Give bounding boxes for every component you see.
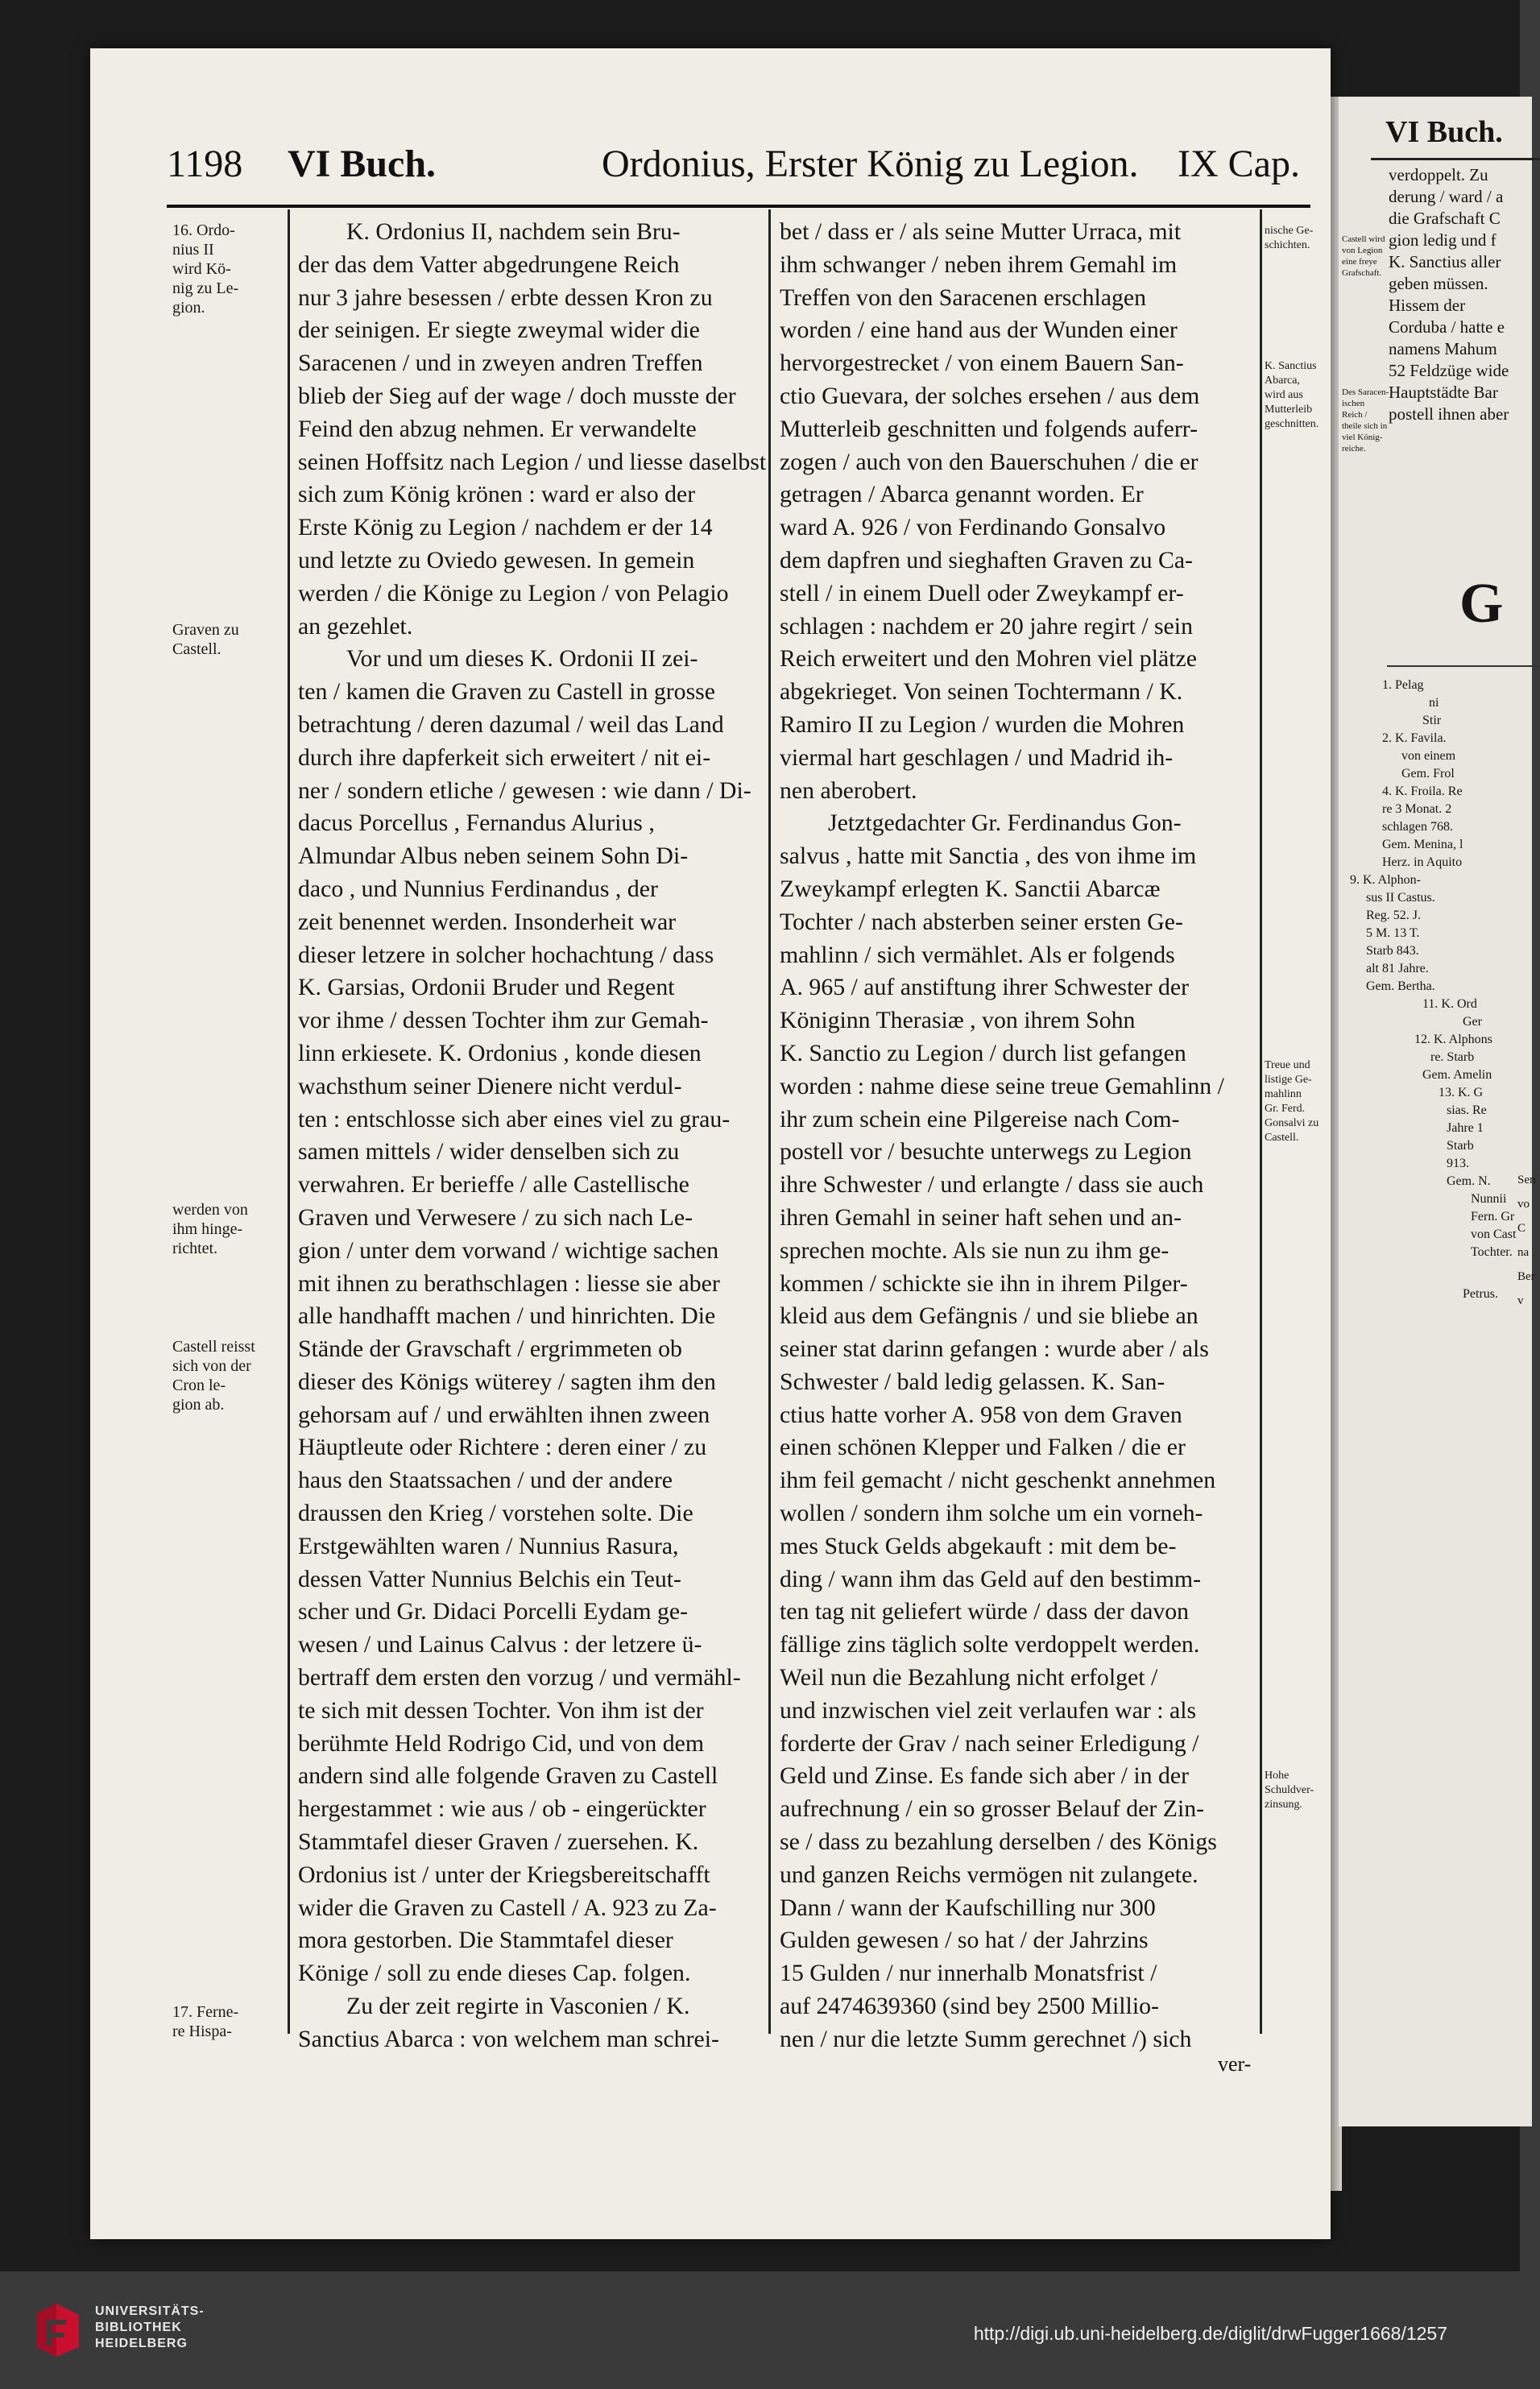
permalink-url[interactable]: http://digi.ub.uni-heidelberg.de/diglit/drwFugger1668/1257: [973, 2323, 1447, 2344]
running-title: Ordonius, Erster König zu Legion.: [602, 143, 1139, 185]
margin-note: nische Ge- schichten.: [1265, 225, 1314, 251]
page-header: [167, 135, 1310, 208]
scanned-page: [90, 48, 1331, 2239]
genealogy-rule: [1387, 665, 1540, 667]
next-page-margin-note: Des Saracen- ischen Reich / theile sich in viel König- reiche.: [1342, 387, 1389, 453]
text-column-left: K. Ordonius II, nachdem sein Bru- der das dem Vatter abgedrungene Reich nur 3 jahre besessen / erbte dessen Kron zu der seinigen. Er siegte zweymal wider die Saracenen / und in zweyen andren Treffen blieb der Sieg auf der wage / doch musste der Feind den abzug nehmen. Er verwandelte seinen Hoffsitz nach Legion / und liesse daselbst sich zum König krönen : ward er also der Erste König zu Legion / nachdem er der 14 und letzte zu Oviedo gewesen. In gemein werden / die Könige zu Legion / von Pelagio an gezehlet. Vor und um dieses K. Ordonii II zei- ten / kamen die Graven zu Castell in grosse betrachtung / deren dazumal / weil das Land durch ihre dapferkeit sich erweitert / nit ei- ner / sondern etliche / gewesen : wie dann / Di- dacus Porcellus , Fernandus Alurius , Almundar Albus neben seinem Sohn Di- daco , und Nunnius Ferdinandus , der zeit benennet werden. Insonderheit war dieser letzere in solcher hochachtung / dass K. Garsias, Ordonii Bruder und Regent vor ihme / dessen Tochter ihm zur Gemah- linn erkiesete. K. Ordonius , konde diesen wachsthum seiner Dienere nicht verdul- ten : entschlosse sich aber eines viel zu grau- samen mittels / wider denselben sich zu verwahren. Er berieffe / alle Castellische Graven und Verwesere / zu sich nach Le- gion / unter dem vorwand / wichtige sachen mit ihnen zu berathschlagen : liesse sie aber alle handhafft machen / und hinrichten. Die Stände der Gravschaft / ergrimmeten ob dieser des Königs wüterey / sagten ihm den gehorsam auf / und erwählten ihnen zween Häuptleute oder Richtere : deren einer / zu haus den Staatssachen / und der andere draussen den Krieg / vorstehen solte. Die Erstgewählten waren / Nunnius Rasura, dessen Vatter Nunnius Belchis ein Teut- scher und Gr. Didaci Porcelli Eydam ge- wesen / und Lainus Calvus : der letzere ü- bertraff dem ersten den vorzug / und vermähl- te sich mit dessen Tochter. Von ihm ist der berühmte Held Rodrigo Cid, und von dem andern sind alle folgende Graven zu Castell hergestammet : wie aus / ob - eingerückter Stammtafel dieser Graven / zuersehen. K. Ordonius ist / unter der Kriegsbereitschafft wider die Graven zu Castell / A. 923 zu Za- mora gestorben. Die Stammtafel dieser Könige / soll zu ende dieses Cap. folgen. Zu der zeit regirte in Vasconien / K. Sanctius Abarca : von welchem man schrei-: [298, 218, 767, 2052]
catchword: ver-: [1218, 2052, 1252, 2076]
margin-note: K. Sanctius Abarca, wird aus Mutterleib geschnitten.: [1265, 360, 1319, 430]
library-logo-icon[interactable]: [32, 2300, 84, 2358]
page-number: 1198: [167, 143, 243, 185]
text-column-right: bet / dass er / als seine Mutter Urraca, mit ihm schwanger / neben ihrem Gemahl im Treffen von den Saracenen erschlagen worden / eine hand aus der Wunden einer hervorgestrecket / von einem Bauern San- ctio Guevara, der solches ersehen / aus dem Mutterleib geschnitten und folgends auferr- zogen / auch von den Bauerschuhen / die er getragen / Abarca genannt worden. Er ward A. 926 / von Ferdinando Gonsalvo dem dapfren und sieghaften Graven zu Ca- stell / in einem Duell oder Zweykampf er- schlagen : nachdem er 20 jahre regirt / sein Reich erweitert und den Mohren viel plätze abgekrieget. Von seinen Tochtermann / K. Ramiro II zu Legion / wurden die Mohren viermal hart geschlagen / und Madrid ih- nen aberobert. Jetztgedachter Gr. Ferdinandus Gon- salvus , hatte mit Sanctia , des von ihme im Zweykampf erlegten K. Sanctii Abarcæ Tochter / nach absterben seiner ersten Ge- mahlinn / sich vermählet. Als er folgends A. 965 / auf anstiftung ihrer Schwester der Königinn Therasiæ , von ihrem Sohn K. Sanctio zu Legion / durch list gefangen worden : nahme diese seine treue Gemahlinn / ihr zum schein eine Pilgereise nach Com- postell vor / besuchte unterwegs zu Legion ihre Schwester / und erlangte / dass sie auch ihren Gemahl in seiner haft sehen und an- sprechen mochte. Als sie nun zu ihm ge- kommen / schickte sie ihn in ihrem Pilger- kleid aus dem Gefängnis / und sie bliebe an seiner stat darinn gefangen : wurde aber / als Schwester / bald ledig gelassen. K. San- ctius hatte vorher A. 958 von dem Graven einen schönen Klepper und Falken / die er ihm feil gemacht / nicht geschenkt annehmen wollen / sondern ihm solche um ein vorneh- mes Stuck Gelds abgekauft : mit dem be- ding / wann ihm das Geld auf den bestimm- ten tag nit geliefert würde / dass der davon fällige zins täglich solte verdoppelt werden. Weil nun die Bezahlung nicht erfolget / und inzwischen viel zeit verlaufen war : als forderte der Grav / nach seiner Erledigung / Geld und Zinse. Es fande sich aber / in der aufrechnung / ein so grosser Belauf der Zin- se / dass zu bezahlung derselben / des Königs und ganzen Reichs vermögen nit zulangete. Dann / wann der Kaufschilling nur 300 Gulden gewesen / so hat / der Jahrzins 15 Gulden / nur innerhalb Monatsfrist / auf 2474639360 (sind bey 2500 Millio- nen / nur die letzte Summ gerechnet /) sich: [780, 218, 1224, 2052]
column-rule-right: [1260, 209, 1262, 2034]
margin-note: Castell reisst sich von der Cron le- gion ab.: [172, 1338, 255, 1414]
column-rule-middle: [768, 209, 771, 2034]
institution-name: UNIVERSITÄTS- BIBLIOTHEK HEIDELBERG: [95, 2304, 205, 2350]
margin-note: Hohe Schuldver- zinsung.: [1265, 1770, 1314, 1811]
viewer-footer: [0, 2271, 1520, 2389]
genealogy-table: 1. Pelag ni Stir 2. K. Favila. von einem Gem. Frol 4. K. Froila. Re re 3 Monat. 2 schlagen 768. Gem. Menina, l Herz. in Aquito 9. K. Alphon- sus II Castus. Reg. 52. J. 5 M. 13 T. Starb 843. alt 81 Jahre. Gem. Bertha. 11. K. Ord Ger 12. K. Alphons re. Starb Gem. Amelin 13. K. G sias. Re Jahre 1 Starb 913. Gem. N. Nunnii Fern. Gr von Cast Tochter. Petrus.: [1350, 678, 1517, 1301]
next-page-header: VI Buch.: [1385, 115, 1503, 149]
next-page-initial: G: [1459, 573, 1504, 635]
next-page-fragment: [1339, 97, 1536, 2126]
genealogy-side-column: Sen vo C na Ber v: [1517, 1174, 1536, 1307]
margin-note: werden von ihm hinge- richtet.: [172, 1201, 248, 1257]
chapter-label: IX Cap.: [1178, 143, 1300, 185]
margin-note: Graven zu Castell.: [172, 621, 239, 658]
book-label: VI Buch.: [288, 143, 437, 185]
next-page-margin-note: Castell wird von Legion eine freye Grafschaft.: [1342, 234, 1385, 278]
next-page-rule: [1371, 158, 1540, 160]
margin-note: Treue und listige Ge- mahlinn Gr. Ferd. Gonsalvi zu Castell.: [1265, 1059, 1319, 1144]
margin-note: 17. Ferne- re Hispa-: [172, 2003, 239, 2040]
next-page-text: verdoppelt. Zu derung / ward / a die Grafschaft C gion ledig und f K. Sanctius aller geben müssen. Hissem der Corduba / hatte e namens Mahum 52 Feldzüge wide Hauptstädte Bar postell ihnen aber: [1389, 165, 1509, 424]
margin-note: 16. Ordo- nius II wird Kö- nig zu Le- gion.: [172, 222, 239, 317]
column-rule-left: [288, 209, 290, 2034]
